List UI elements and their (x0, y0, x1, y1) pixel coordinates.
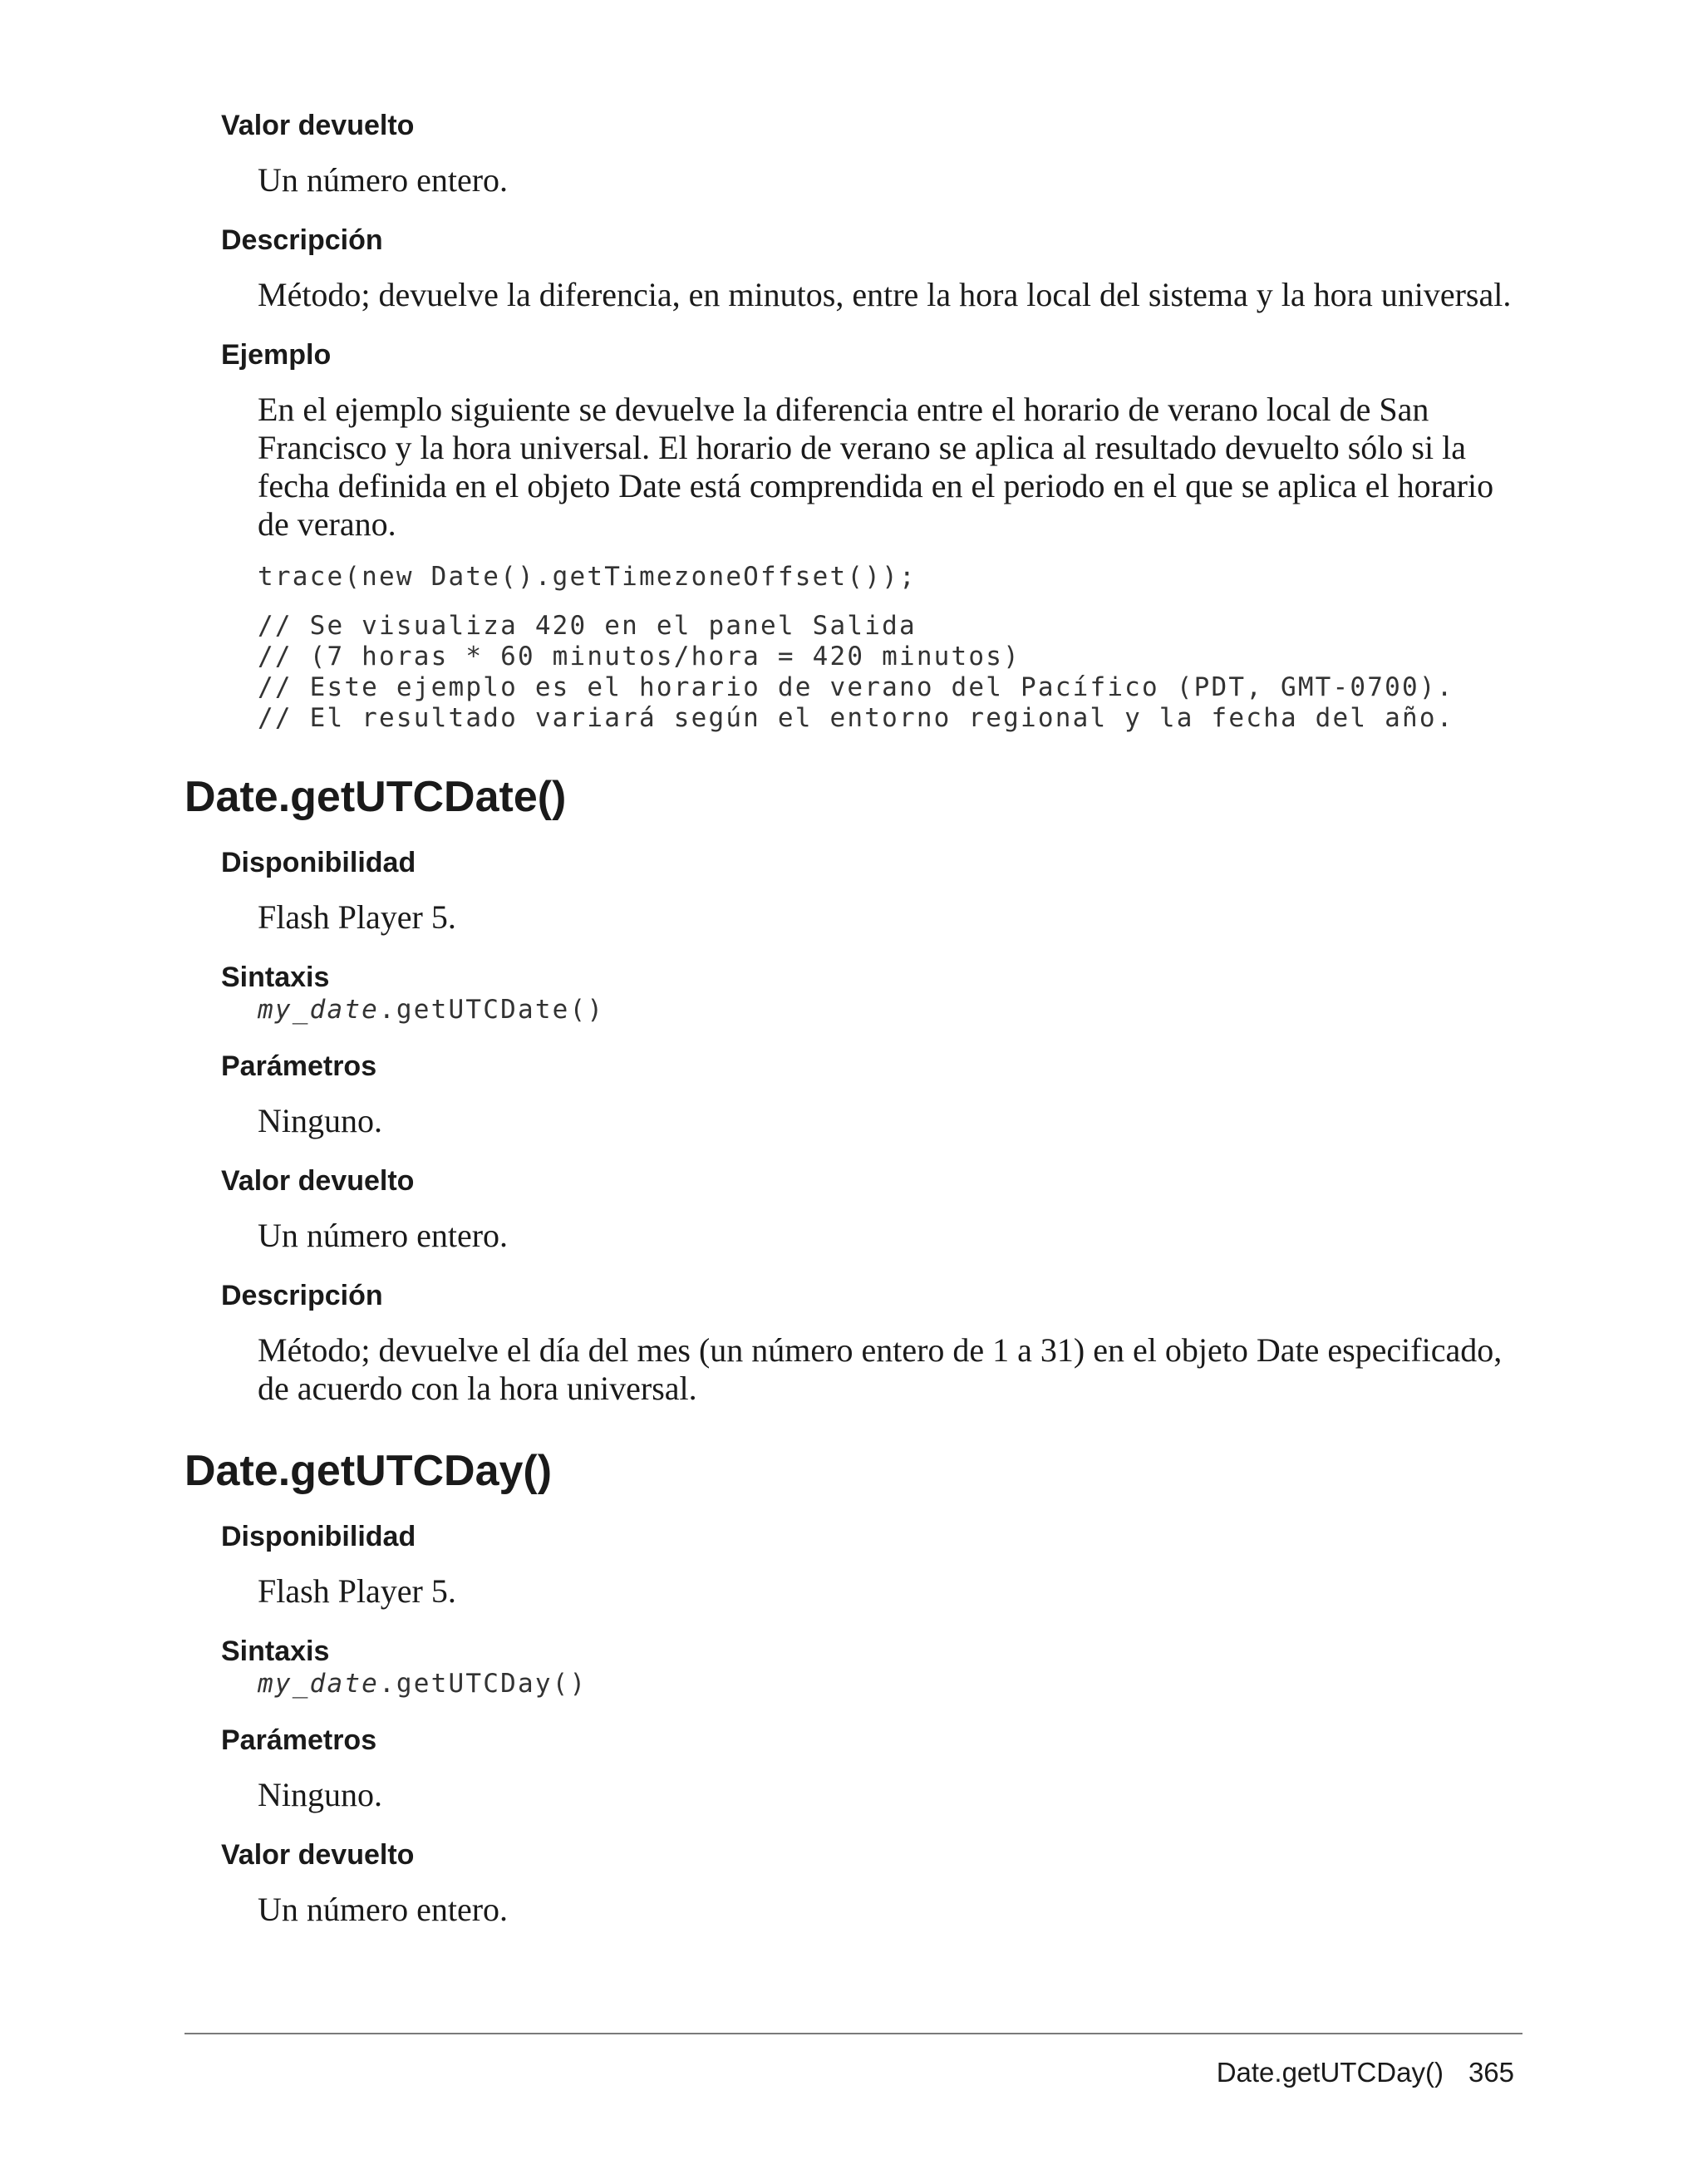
example-code-line: trace(new Date().getTimezoneOffset()); (258, 562, 917, 592)
page-footer (1217, 2056, 1514, 2089)
example-comment-line: // (7 horas * 60 minutos/hora = 420 minutos) (258, 642, 1021, 671)
return-value-text: Un número entero. (258, 161, 509, 199)
entry-title: Date.getUTCDate() (184, 773, 567, 821)
syntax-heading: Sintaxis (221, 962, 330, 993)
syntax-code (258, 1669, 1531, 1699)
parameters-heading: Parámetros (221, 1050, 377, 1082)
syntax-method: .getUTCDate() (379, 995, 605, 1025)
availability-text: Flash Player 5. (258, 898, 456, 936)
example-comment-line: // El resultado variará según el entorno regional y la fecha del año. (258, 703, 1454, 733)
running-title: Date.getUTCDay() (1216, 2057, 1444, 2088)
entry-title: Date.getUTCDay() (184, 1447, 553, 1495)
example-text: En el ejemplo siguiente se devuelve la diferencia entre el horario de verano local de San Francisco y la hora universal. El horario de verano se aplica al resultado devuelto sólo si la fecha definida en el objeto Date está comprendida en el periodo en el que se aplica el horario de verano. (258, 391, 1494, 543)
availability-text: Flash Player 5. (258, 1572, 456, 1610)
example-comment-line: // Este ejemplo es el horario de verano del Pacífico (PDT, GMT-0700). (258, 672, 1454, 702)
description-text: Método; devuelve el día del mes (un número entero de 1 a 31) en el objeto Date especificado, de acuerdo con la hora universal. (258, 1331, 1503, 1407)
syntax-code (258, 995, 1531, 1026)
description-text: Método; devuelve la diferencia, en minutos, entre la hora local del sistema y la hora universal. (258, 276, 1512, 313)
syntax-object: my_date (258, 995, 380, 1025)
parameters-text: Ninguno. (258, 1776, 382, 1813)
parameters-text: Ninguno. (258, 1102, 382, 1139)
syntax-object: my_date (258, 1669, 380, 1699)
return-value-text: Un número entero. (258, 1217, 509, 1254)
return-value-heading: Valor devuelto (221, 1839, 415, 1871)
return-value-text: Un número entero. (258, 1891, 509, 1928)
syntax-heading: Sintaxis (221, 1636, 330, 1667)
example-heading: Ejemplo (221, 339, 332, 371)
syntax-method: .getUTCDay() (379, 1669, 588, 1699)
footer-divider (184, 2033, 1522, 2034)
page-content (184, 108, 1531, 1929)
example-comment-line: // Se visualiza 420 en el panel Salida (258, 611, 917, 641)
description-heading: Descripción (221, 224, 383, 256)
return-value-heading: Valor devuelto (221, 110, 415, 141)
page-number: 365 (1468, 2057, 1514, 2088)
availability-heading: Disponibilidad (221, 1521, 416, 1552)
availability-heading: Disponibilidad (221, 847, 416, 878)
description-heading: Descripción (221, 1280, 383, 1311)
return-value-heading: Valor devuelto (221, 1165, 415, 1197)
parameters-heading: Parámetros (221, 1724, 377, 1756)
